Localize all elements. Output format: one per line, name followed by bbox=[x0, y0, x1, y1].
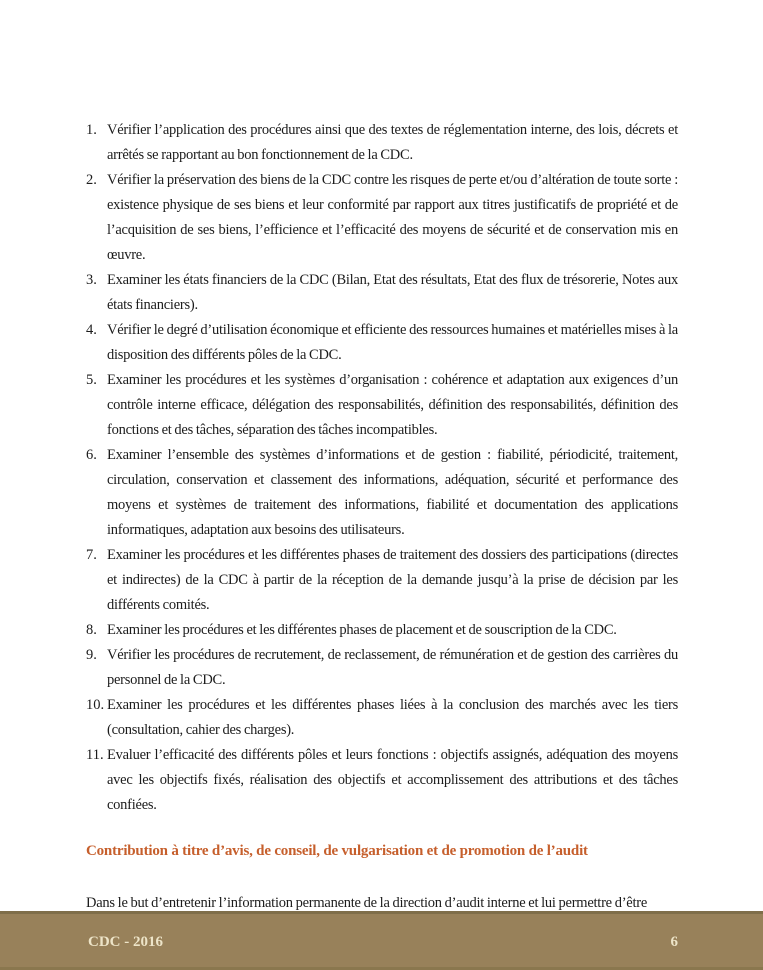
list-item bbox=[86, 543, 678, 618]
list-item-number: 8. bbox=[86, 622, 97, 638]
audit-missions-list bbox=[86, 118, 678, 818]
footer-page-number: 6 bbox=[670, 933, 678, 950]
footer-bar bbox=[0, 911, 763, 970]
list-item bbox=[86, 368, 678, 443]
list-item-text: Vérifier le degré d’utilisation économique et efficiente des ressources humaines et matérielles mises à la disposition des différents pôles de la CDC. bbox=[107, 322, 678, 363]
list-item-text: Examiner les procédures et les différentes phases de placement et de souscription de la CDC. bbox=[107, 622, 617, 638]
list-item-number: 4. bbox=[86, 322, 97, 338]
list-item-number: 11. bbox=[86, 747, 104, 763]
list-item bbox=[86, 693, 678, 743]
list-item-text: Vérifier les procédures de recrutement, de reclassement, de rémunération et de gestion des carrières du personnel de la CDC. bbox=[107, 647, 678, 688]
list-item bbox=[86, 268, 678, 318]
section-heading: Contribution à titre d’avis, de conseil, de vulgarisation et de promotion de l’audit bbox=[86, 843, 588, 859]
list-item-number: 3. bbox=[86, 272, 97, 288]
list-item bbox=[86, 168, 678, 268]
list-item-number: 6. bbox=[86, 447, 97, 463]
list-item-text: Examiner les procédures et les différentes phases de traitement des dossiers des participations (directes et indirectes) de la CDC à partir de la réception de la demande jusqu’à la prise de décision par les différents comités. bbox=[107, 547, 678, 613]
list-item bbox=[86, 118, 678, 168]
list-item bbox=[86, 318, 678, 368]
list-item-text: Examiner les procédures et les systèmes d’organisation : cohérence et adaptation aux exigences d’un contrôle interne efficace, délégation des responsabilités, définition des responsabilités, définition des fonctions et des tâches, séparation des tâches incompatibles. bbox=[107, 372, 678, 438]
footer-document-label: CDC - 2016 bbox=[88, 933, 163, 950]
list-item-text: Examiner les états financiers de la CDC (Bilan, Etat des résultats, Etat des flux de trésorerie, Notes aux états financiers). bbox=[107, 272, 678, 313]
list-item-text: Examiner l’ensemble des systèmes d’informations et de gestion : fiabilité, périodicité, traitement, circulation, conservation et classement des informations, adéquation, sécurité et performance des moyens et systèmes de traitement des informations, fiabilité et documentation des applications informatiques, adaptation aux besoins des utilisateurs. bbox=[107, 447, 678, 538]
list-item-number: 1. bbox=[86, 122, 97, 138]
list-item-text: Examiner les procédures et les différentes phases liées à la conclusion des marchés avec les tiers (consultation, cahier des charges). bbox=[107, 697, 678, 738]
list-item-number: 2. bbox=[86, 172, 97, 188]
list-item-number: 5. bbox=[86, 372, 97, 388]
page-content bbox=[86, 118, 678, 916]
list-item-text: Vérifier la préservation des biens de la CDC contre les risques de perte et/ou d’altération de toute sorte : existence physique de ses biens et leur conformité par rapport aux titres justificatifs de propriété et de l’acquisition de ses biens, l’efficience et l’efficacité des moyens de sécurité et de conservation mis en œuvre. bbox=[107, 172, 678, 263]
list-item-text: Evaluer l’efficacité des différents pôles et leurs fonctions : objectifs assignés, adéquation des moyens avec les objectifs fixés, réalisation des objectifs et accomplissement des attributions et des tâches confiées. bbox=[107, 747, 678, 813]
list-item-number: 9. bbox=[86, 647, 97, 663]
closing-paragraph: Dans le but d’entretenir l’information permanente de la direction d’audit interne et lui permettre d’être bbox=[86, 895, 648, 911]
list-item bbox=[86, 618, 678, 643]
list-item-number: 10. bbox=[86, 697, 105, 713]
list-item-text: Vérifier l’application des procédures ainsi que des textes de réglementation interne, des lois, décrets et arrêtés se rapportant au bon fonctionnement de la CDC. bbox=[107, 122, 678, 163]
list-item bbox=[86, 443, 678, 543]
list-item bbox=[86, 743, 678, 818]
list-item-number: 7. bbox=[86, 547, 97, 563]
list-item bbox=[86, 643, 678, 693]
